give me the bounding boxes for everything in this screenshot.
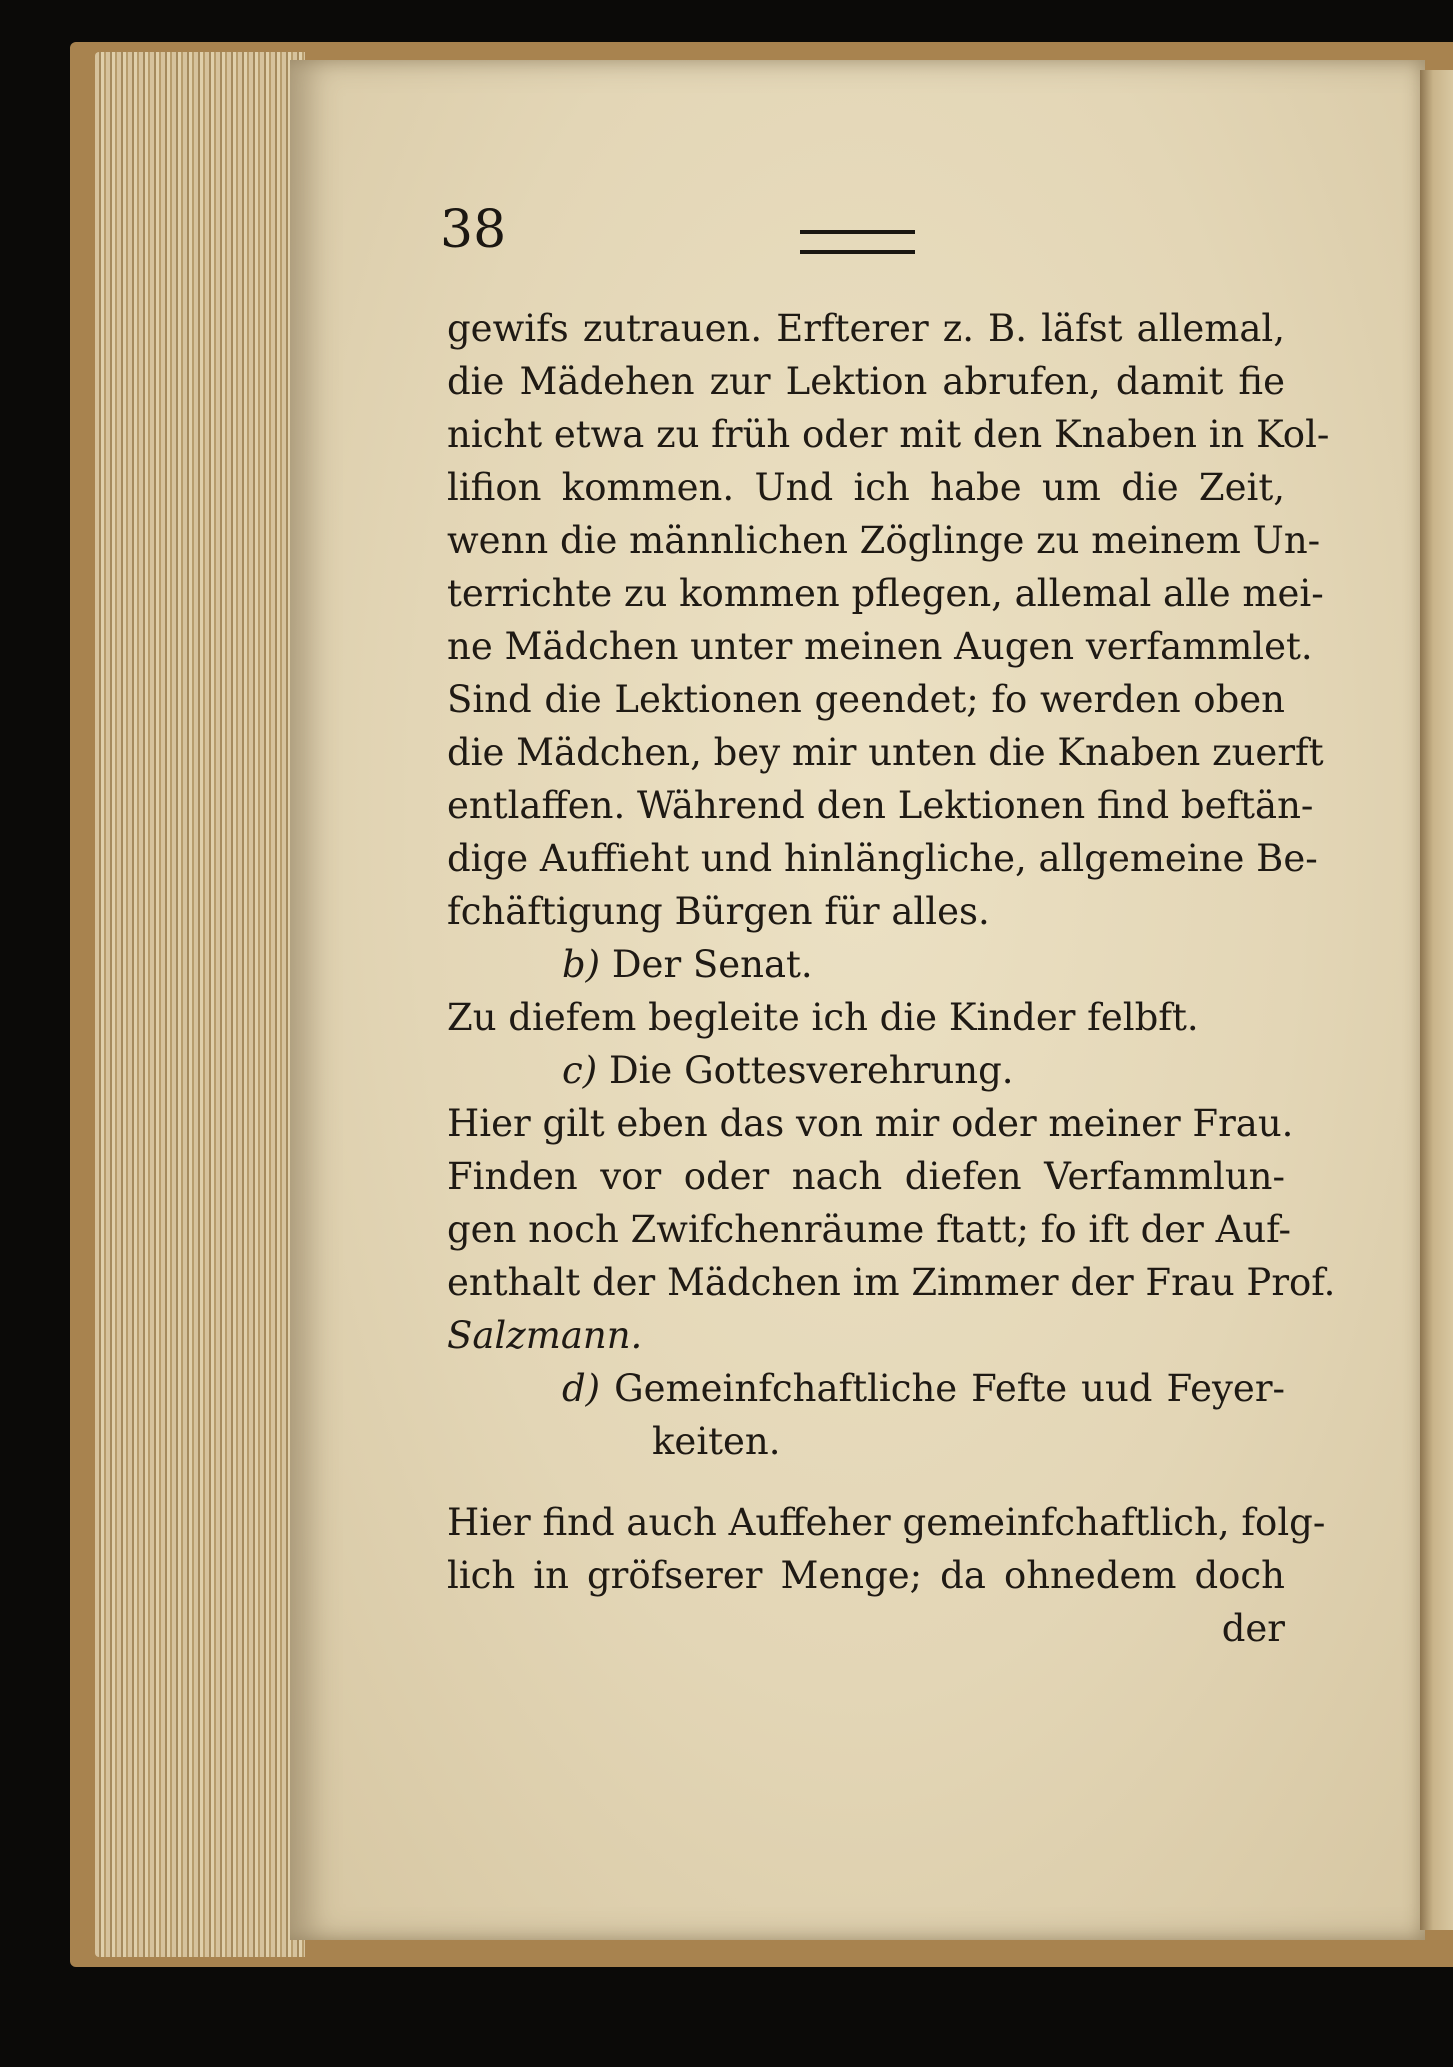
- text-line: entlaffen. Während den Lektionen find beftän-: [447, 784, 1314, 827]
- section-label: b): [562, 943, 601, 986]
- page-header: [440, 200, 1260, 270]
- section-label: d): [562, 1367, 601, 1410]
- text-line: terrichte zu kommen pflegen, allemal alle mei-: [447, 572, 1324, 615]
- text-line: gen noch Zwifchenräume ftatt; fo ift der Auf-: [447, 1208, 1292, 1251]
- text-line: wenn die männlichen Zöglinge zu meinem Un-: [447, 519, 1321, 562]
- page-edges: [95, 52, 305, 1957]
- author-name: Salzmann.: [447, 1314, 643, 1357]
- text-line: ne Mädchen unter meinen Augen verfammlet.: [447, 625, 1313, 668]
- text-line: nicht etwa zu früh oder mit den Knaben in Kol-: [447, 413, 1330, 456]
- page-text: [447, 302, 1336, 1655]
- text-line: Hier gilt eben das von mir oder meiner Frau.: [447, 1102, 1294, 1145]
- section-title: Die Gottesverehrung.: [608, 1049, 1014, 1092]
- text-line: enthalt der Mädchen im Zimmer der Frau Prof.: [447, 1261, 1336, 1304]
- section-heading-d: [447, 1362, 1285, 1415]
- text-line: die Mädehen zur Lektion abrufen, damit fie: [447, 360, 1285, 403]
- section-heading-c: [447, 1044, 1285, 1097]
- header-rule: [800, 230, 915, 254]
- text-line: fchäftigung Bürgen für alles.: [447, 890, 990, 933]
- text-line: Hier find auch Auffeher gemeinfchaftlich, folg-: [447, 1501, 1326, 1544]
- text-line: Sind die Lektionen geendet; fo werden oben: [447, 678, 1285, 721]
- text-line: Zu diefem begleite ich die Kinder felbft.: [447, 996, 1199, 1039]
- page-number: 38: [440, 200, 507, 260]
- facing-page-edge: [1420, 70, 1453, 1930]
- text-line: lich in gröfserer Menge; da ohnedem doch: [447, 1554, 1285, 1597]
- section-label: c): [562, 1049, 598, 1092]
- catchword: der: [1221, 1607, 1285, 1650]
- section-title: Gemeinfchaftliche Fefte uud Feyer-: [614, 1367, 1286, 1410]
- text-line: gewifs zutrauen. Erfterer z. B. läfst allemal,: [447, 307, 1285, 350]
- text-line: dige Auffieht und hinlängliche, allgemeine Be-: [447, 837, 1318, 880]
- section-title-continued: keiten.: [652, 1420, 781, 1463]
- text-line: die Mädchen, bey mir unten die Knaben zuerft: [447, 731, 1324, 774]
- text-line: Finden vor oder nach diefen Verfammlun-: [447, 1155, 1285, 1198]
- text-line: lifion kommen. Und ich habe um die Zeit,: [447, 466, 1285, 509]
- section-heading-b: [447, 938, 1285, 991]
- section-title: Der Senat.: [611, 943, 813, 986]
